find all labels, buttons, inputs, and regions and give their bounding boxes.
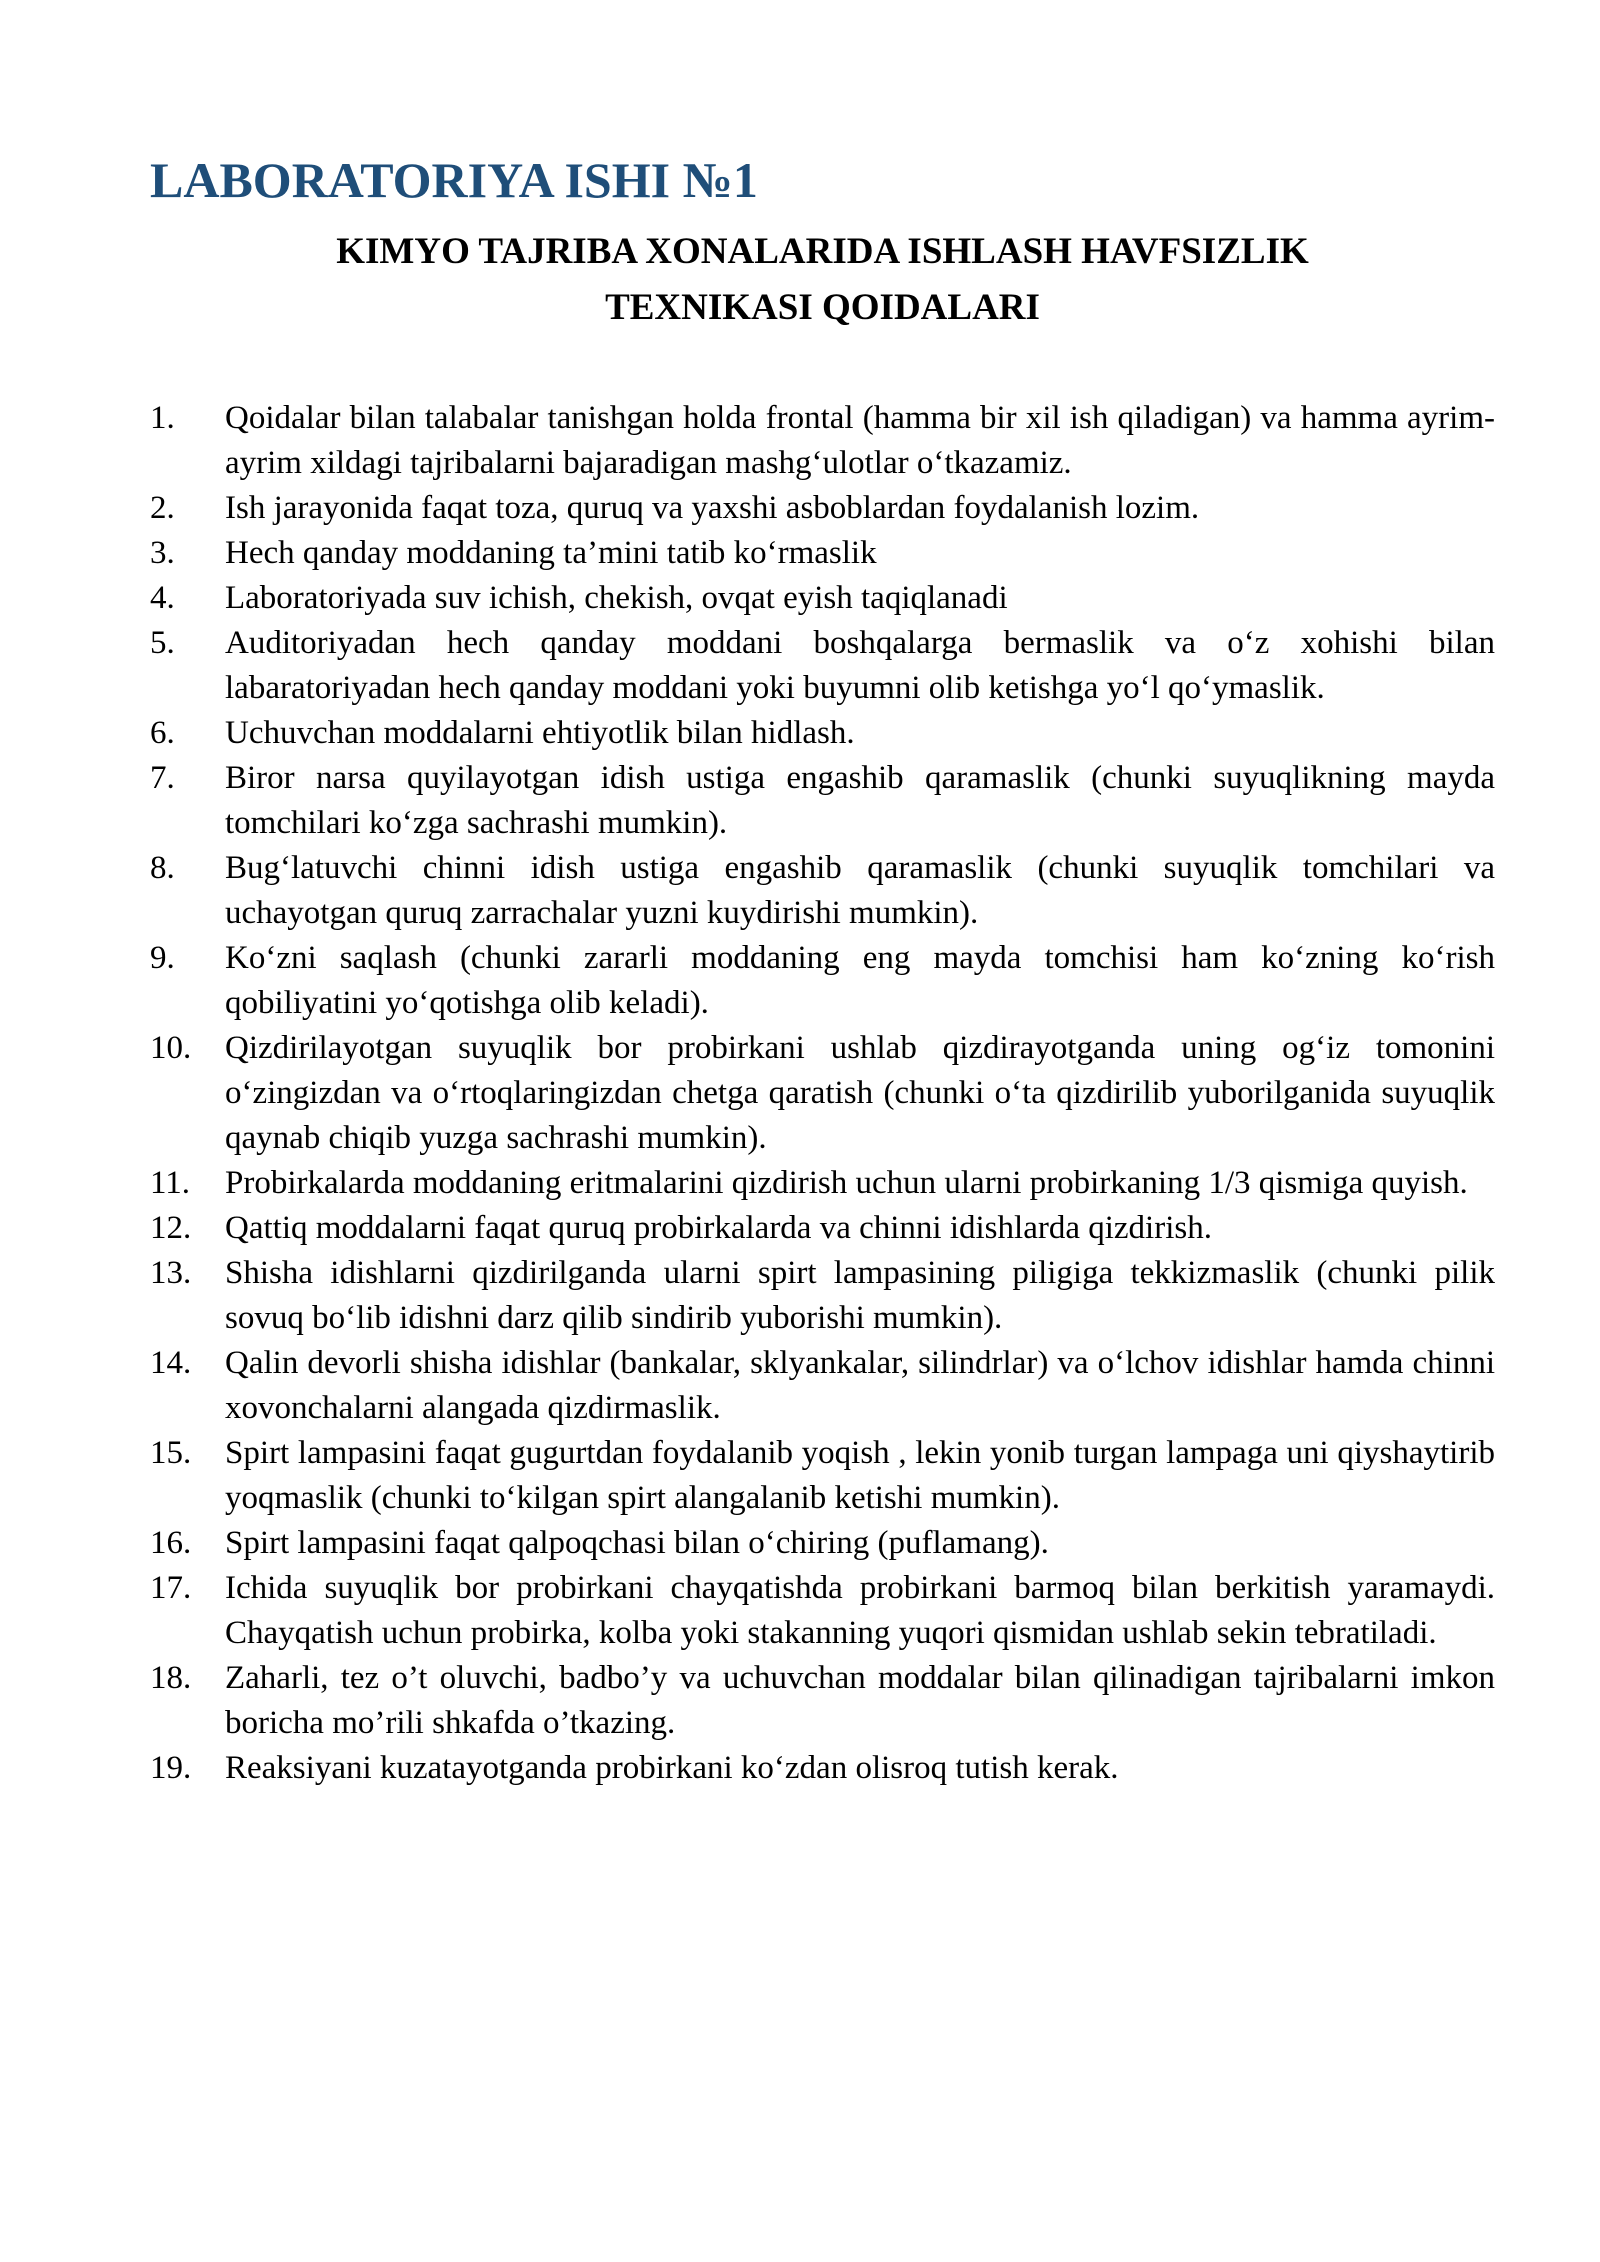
rule-text: Uchuvchan moddalarni ehtiyotlik bilan hidlash. <box>225 715 855 751</box>
document-content <box>150 150 1495 1791</box>
rule-item <box>150 396 1495 486</box>
rule-number: 10. <box>150 1030 192 1066</box>
rule-number: 16. <box>150 1525 192 1561</box>
rule-text: Reaksiyani kuzatayotganda probirkani ko‘zdan olisroq tutish kerak. <box>225 1750 1119 1786</box>
rule-item <box>150 531 1495 576</box>
rule-text: Ichida suyuqlik bor probirkani chayqatishda probirkani barmoq bilan berkitish yaramaydi. Chayqatish uchun probirka, kolba yoki stakanning yuqori qismidan ushlab sekin tebratiladi. <box>225 1570 1495 1651</box>
rule-number: 15. <box>150 1435 192 1471</box>
rule-item <box>150 621 1495 711</box>
rule-number: 8. <box>150 850 175 886</box>
rule-number: 17. <box>150 1570 192 1606</box>
rule-number: 4. <box>150 580 175 616</box>
rule-text: Qattiq moddalarni faqat quruq probirkalarda va chinni idishlarda qizdirish. <box>225 1210 1212 1246</box>
page-title: LABORATORIYA ISHI №1 <box>150 152 758 208</box>
rule-item <box>150 711 1495 756</box>
rule-number: 7. <box>150 760 175 796</box>
rule-item <box>150 1746 1495 1791</box>
rule-text: Probirkalarda moddaning eritmalarini qizdirish uchun ularni probirkaning 1/3 qismiga quyish. <box>225 1165 1468 1201</box>
rule-item <box>150 1341 1495 1431</box>
rule-item <box>150 1026 1495 1161</box>
rule-item <box>150 756 1495 846</box>
rule-item <box>150 1656 1495 1746</box>
rule-item <box>150 936 1495 1026</box>
rule-number: 14. <box>150 1345 192 1381</box>
rule-text: Qoidalar bilan talabalar tanishgan holda frontal (hamma bir xil ish qiladigan) va hamma ayrim-ayrim xildagi tajribalarni bajaradigan mashg‘ulotlar o‘tkazamiz. <box>225 400 1495 481</box>
rule-number: 9. <box>150 940 175 976</box>
page-subtitle-line-1: KIMYO TAJRIBA XONALARIDA ISHLASH HAVFSIZLIK <box>336 231 1309 272</box>
rule-text: Spirt lampasini faqat qalpoqchasi bilan o‘chiring (puflamang). <box>225 1525 1049 1561</box>
rule-number: 3. <box>150 535 175 571</box>
rule-item <box>150 1251 1495 1341</box>
rule-number: 1. <box>150 400 175 436</box>
rule-text: Auditoriyadan hech qanday moddani boshqalarga bermaslik va o‘z xohishi bilan labaratoriyadan hech qanday moddani yoki buyumni olib ketishga yo‘l qo‘ymaslik. <box>225 625 1495 706</box>
page-subtitle <box>150 224 1495 336</box>
rule-number: 11. <box>150 1165 191 1201</box>
rule-item <box>150 1566 1495 1656</box>
rule-text: Bug‘latuvchi chinni idish ustiga engashib qaramaslik (chunki suyuqlik tomchilari va uchayotgan quruq zarrachalar yuzni kuydirishi mumkin). <box>225 850 1495 931</box>
rule-number: 2. <box>150 490 175 526</box>
rule-number: 6. <box>150 715 175 751</box>
rule-item <box>150 1431 1495 1521</box>
rule-number: 19. <box>150 1750 192 1786</box>
page-subtitle-line-2: TEXNIKASI QOIDALARI <box>605 287 1040 328</box>
rule-item <box>150 576 1495 621</box>
rule-number: 5. <box>150 625 175 661</box>
rule-item <box>150 486 1495 531</box>
rule-text: Laboratoriyada suv ichish, chekish, ovqat eyish taqiqlanadi <box>225 580 1008 616</box>
rule-item <box>150 846 1495 936</box>
rule-number: 18. <box>150 1660 192 1696</box>
rule-text: Zaharli, tez o’t oluvchi, badbo’y va uchuvchan moddalar bilan qilinadigan tajribalarni imkon boricha mo’rili shkafda o’tkazing. <box>225 1660 1495 1741</box>
rule-number: 12. <box>150 1210 192 1246</box>
rule-text: Shisha idishlarni qizdirilganda ularni spirt lampasining piligiga tekkizmaslik (chunki pilik sovuq bo‘lib idishni darz qilib sindirib yuborishi mumkin). <box>225 1255 1495 1336</box>
rule-text: Hech qanday moddaning ta’mini tatib ko‘rmaslik <box>225 535 877 571</box>
rule-text: Qalin devorli shisha idishlar (bankalar, sklyankalar, silindrlar) va o‘lchov idishlar hamda chinni xovonchalarni alangada qizdirmaslik. <box>225 1345 1495 1426</box>
rule-item <box>150 1161 1495 1206</box>
rule-text: Qizdirilayotgan suyuqlik bor probirkani ushlab qizdirayotganda uning og‘iz tomonini o‘zingizdan va o‘rtoqlaringizdan chetga qaratish (chunki o‘ta qizdirilib yuborilganida suyuqlik qaynab chiqib yuzga sachrashi mumkin). <box>225 1030 1495 1156</box>
rule-text: Biror narsa quyilayotgan idish ustiga engashib qaramaslik (chunki suyuqlikning mayda tomchilari ko‘zga sachrashi mumkin). <box>225 760 1495 841</box>
rule-text: Ish jarayonida faqat toza, quruq va yaxshi asboblardan foydalanish lozim. <box>225 490 1200 526</box>
rule-number: 13. <box>150 1255 192 1291</box>
rule-item <box>150 1521 1495 1566</box>
rule-item <box>150 1206 1495 1251</box>
rules-list <box>150 396 1495 1791</box>
rule-text: Ko‘zni saqlash (chunki zararli moddaning eng mayda tomchisi ham ko‘zning ko‘rish qobiliyatini yo‘qotishga olib keladi). <box>225 940 1495 1021</box>
rule-text: Spirt lampasini faqat gugurtdan foydalanib yoqish , lekin yonib turgan lampaga uni qiyshaytirib yoqmaslik (chunki to‘kilgan spirt alangalanib ketishi mumkin). <box>225 1435 1495 1516</box>
